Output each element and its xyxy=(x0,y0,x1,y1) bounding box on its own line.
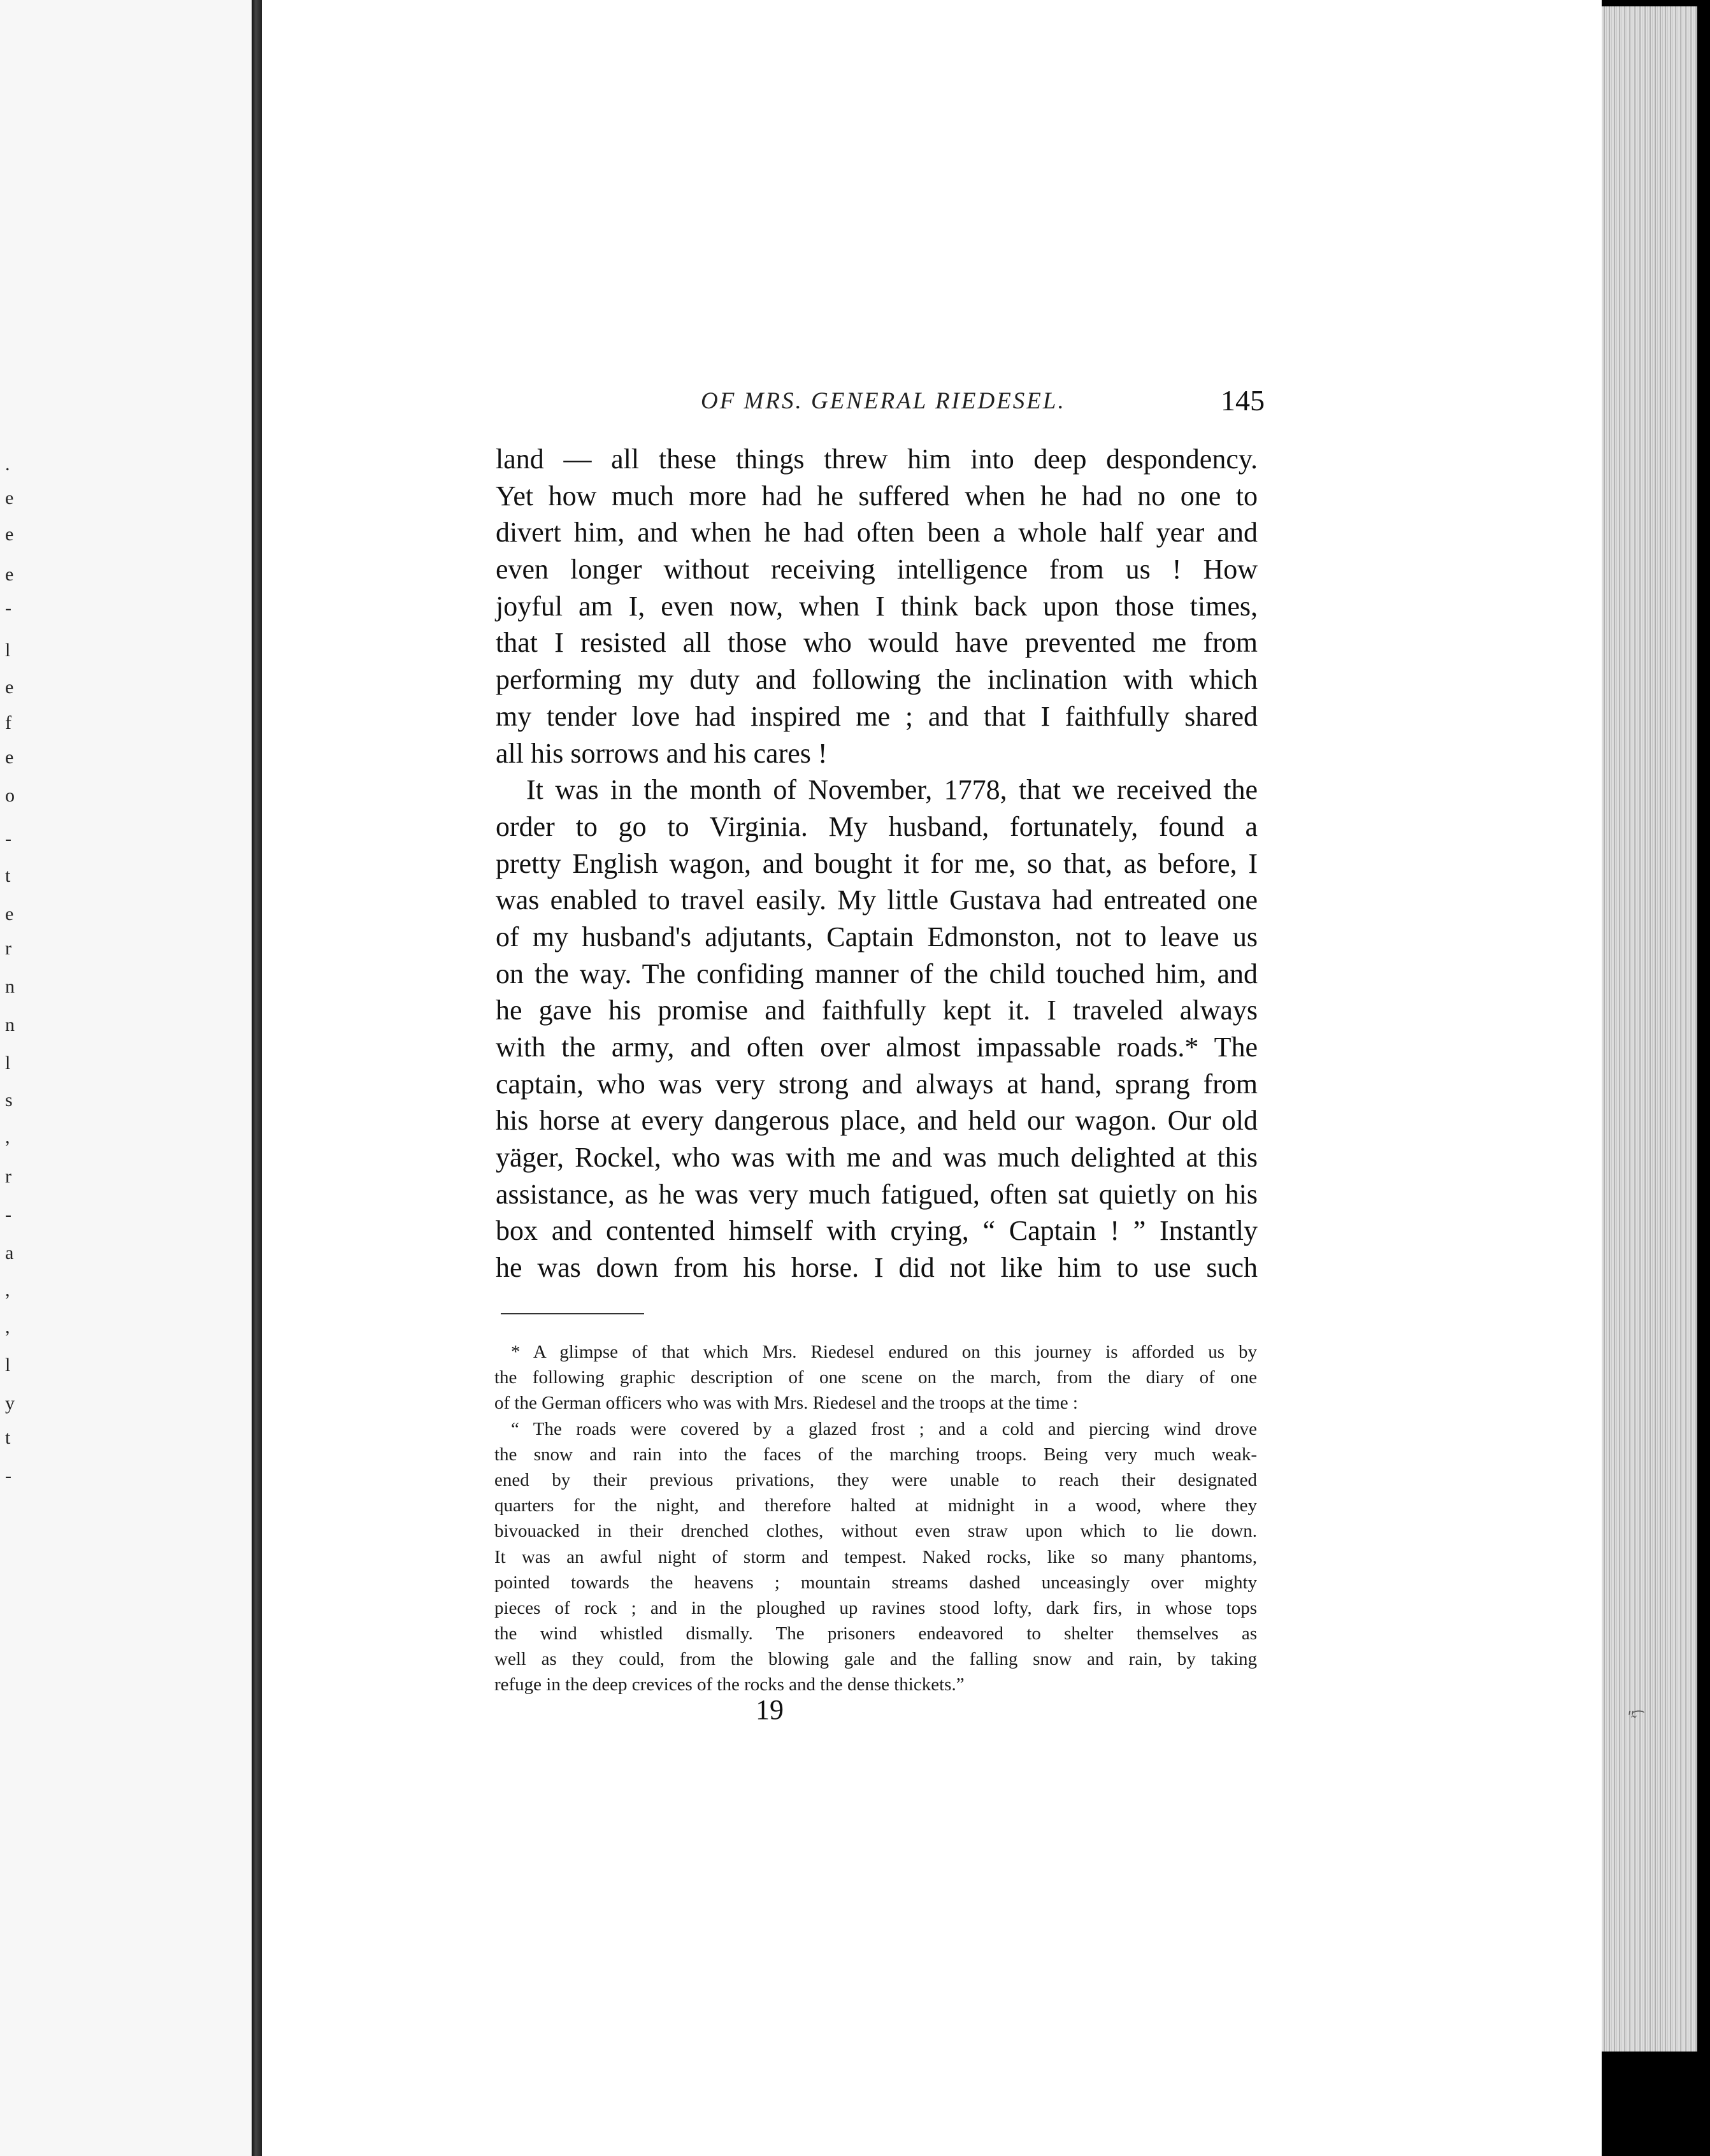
text-line: joyful am I, even now, when I think back upon those times, xyxy=(496,590,1258,622)
facing-page-edge-char: o xyxy=(5,785,15,806)
facing-page-edge-char: r xyxy=(5,938,11,959)
body-text xyxy=(496,441,1258,1286)
facing-page-edge-char: n xyxy=(5,976,15,997)
text-line: box and contented himself with crying, “ Captain ! ” Instantly xyxy=(496,1215,1258,1247)
text-line: all his sorrows and his cares ! xyxy=(496,737,828,769)
facing-page-edge-char: e xyxy=(5,903,14,924)
text-line: with the army, and often over almost impassable roads.* The xyxy=(496,1031,1258,1063)
page-header xyxy=(701,384,1274,422)
facing-page-edge-char: f xyxy=(5,712,11,733)
facing-page-edge-char: s xyxy=(5,1089,13,1110)
footnote-line: “ The roads were covered by a glazed frost ; and a cold and piercing wind drove xyxy=(511,1418,1257,1439)
text-line: performing my duty and following the inclination with which xyxy=(496,664,1258,696)
text-line: yäger, Rockel, who was with me and was much delighted at this xyxy=(496,1142,1258,1174)
footnote-rule xyxy=(501,1313,644,1314)
facing-page-edge-char: t xyxy=(5,1427,11,1448)
facing-page-edge-char: e xyxy=(5,564,14,585)
facing-page-edge-char: a xyxy=(5,1242,14,1263)
footnote-line: well as they could, from the blowing gale and the falling snow and rain, by taking xyxy=(494,1649,1257,1670)
text-line: assistance, as he was very much fatigued, often sat quietly on his xyxy=(496,1178,1258,1210)
facing-page-edge-char: e xyxy=(5,487,14,508)
signature-mark: 19 xyxy=(756,1694,784,1725)
text-line: order to go to Virginia. My husband, fortunately, found a xyxy=(496,810,1258,842)
text-line: divert him, and when he had often been a whole half year and xyxy=(496,517,1258,549)
facing-page-edge-char: l xyxy=(5,640,11,661)
facing-page-edge-char: e xyxy=(5,747,14,768)
footnote-line: It was an awful night of storm and tempest. Naked rocks, like so many phantoms, xyxy=(494,1546,1257,1567)
facing-page-edge-char: n xyxy=(5,1014,15,1035)
facing-page-edge-char: , xyxy=(5,1279,10,1300)
text-line: on the way. The confiding manner of the child touched him, and xyxy=(496,958,1258,989)
facing-page-edge-char: - xyxy=(5,1204,11,1225)
footnote-line: * A glimpse of that which Mrs. Riedesel endured on this journey is afforded us by xyxy=(511,1342,1257,1362)
facing-page-cropped-text xyxy=(0,0,252,2156)
text-line: he was down from his horse. I did not like him to use such xyxy=(496,1252,1258,1284)
facing-page-edge-char: l xyxy=(5,1053,11,1074)
facing-page-edge-char: e xyxy=(5,524,14,545)
running-head: OF MRS. GENERAL RIEDESEL. xyxy=(701,388,1066,414)
footnote-line: pieces of rock ; and in the ploughed up ravines stood lofty, dark firs, in whose tops xyxy=(494,1597,1257,1618)
text-line: pretty English wagon, and bought it for me, so that, as before, I xyxy=(496,847,1258,879)
text-line: of my husband's adjutants, Captain Edmonston, not to leave us xyxy=(496,921,1258,952)
text-line: my tender love had inspired me ; and that I faithfully shared xyxy=(496,700,1258,732)
facing-page-edge-char: l xyxy=(5,1355,11,1376)
text-line: land — all these things threw him into deep despondency. xyxy=(496,443,1258,475)
page-stack-mark: ʺ̴͡ xyxy=(1628,1707,1634,1726)
page-edges-stack xyxy=(1602,6,1697,2052)
footnote-line: ened by their previous privations, they were unable to reach their designated xyxy=(494,1469,1257,1490)
facing-page-edge-char: - xyxy=(5,1465,11,1486)
facing-page-edge-char: t xyxy=(5,865,11,886)
footnote-line: bivouacked in their drenched clothes, without even straw upon which to lie down. xyxy=(494,1521,1257,1542)
text-line: even longer without receiving intelligence from us ! How xyxy=(496,554,1258,586)
footnote-line: the wind whistled dismally. The prisoners endeavored to shelter themselves as xyxy=(494,1623,1257,1644)
footnote-line: quarters for the night, and therefore halted at midnight in a wood, where they xyxy=(494,1495,1257,1516)
facing-page-edge-char: , xyxy=(5,1126,10,1147)
footnote-line: the snow and rain into the faces of the marching troops. Being very much weak- xyxy=(494,1444,1257,1465)
footnote-line: pointed towards the heavens ; mountain streams dashed unceasingly over mighty xyxy=(494,1572,1257,1593)
footnote-line: refuge in the deep crevices of the rocks and the dense thickets.” xyxy=(494,1674,965,1695)
page-number: 145 xyxy=(1221,384,1265,417)
facing-page-edge-char: - xyxy=(5,598,11,619)
text-line: captain, who was very strong and always at hand, sprang from xyxy=(496,1068,1258,1100)
book-gutter xyxy=(252,0,262,2156)
footnote-line: of the German officers who was with Mrs. Riedesel and the troops at the time : xyxy=(494,1393,1078,1414)
text-line: It was in the month of November, 1778, that we received the xyxy=(526,774,1258,806)
text-line: he gave his promise and faithfully kept it. I traveled always xyxy=(496,995,1258,1026)
facing-page-edge-char: e xyxy=(5,677,14,698)
footnote xyxy=(494,1339,1257,1698)
facing-page-edge-char: , xyxy=(5,1316,10,1337)
facing-page-edge-char: y xyxy=(5,1393,15,1414)
text-line: that I resisted all those who would have prevented me from xyxy=(496,627,1258,659)
text-line: was enabled to travel easily. My little Gustava had entreated one xyxy=(496,884,1258,916)
footnote-line: the following graphic description of one scene on the march, from the diary of one xyxy=(494,1367,1257,1388)
facing-page-edge-char: - xyxy=(5,828,11,849)
facing-page-edge-char: . xyxy=(5,454,10,475)
text-line: his horse at every dangerous place, and held our wagon. Our old xyxy=(496,1105,1258,1137)
text-line: Yet how much more had he suffered when he had no one to xyxy=(496,480,1258,512)
facing-page-edge xyxy=(0,0,252,2156)
facing-page-edge-char: r xyxy=(5,1166,11,1187)
